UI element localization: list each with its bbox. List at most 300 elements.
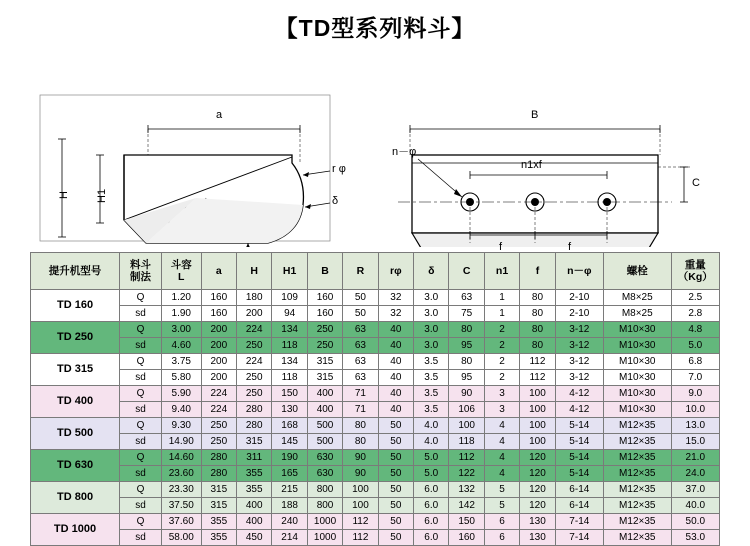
th-H: H — [237, 253, 272, 290]
cell-bolt: M12×35 — [603, 418, 671, 434]
cell-w: 50.0 — [671, 514, 719, 530]
cell-H1: 134 — [272, 322, 307, 338]
cell-n1: 2 — [484, 338, 519, 354]
cell-a: 355 — [201, 530, 236, 546]
th-C: C — [449, 253, 484, 290]
cell-make: sd — [120, 530, 162, 546]
cell-B: 630 — [307, 450, 342, 466]
cell-delta: 3.5 — [414, 354, 449, 370]
label-dim-delta: δ — [332, 195, 339, 207]
technical-drawing — [0, 47, 750, 253]
cell-H1: 130 — [272, 402, 307, 418]
cell-delta: 6.0 — [414, 482, 449, 498]
th-weight — [671, 253, 719, 290]
cell-bolt: M12×35 — [603, 514, 671, 530]
cell-C: 90 — [449, 386, 484, 402]
th-capacity — [161, 253, 201, 290]
cell-R: 80 — [343, 418, 378, 434]
th-bolt: 螺栓 — [603, 253, 671, 290]
cell-model: TD 250 — [31, 322, 120, 354]
cell-B: 1000 — [307, 514, 342, 530]
cell-make: Q — [120, 386, 162, 402]
cell-f: 130 — [520, 514, 555, 530]
cell-delta: 6.0 — [414, 498, 449, 514]
cell-n1: 3 — [484, 386, 519, 402]
cell-make: Q — [120, 354, 162, 370]
cell-w: 24.0 — [671, 466, 719, 482]
cell-nphi: 2-10 — [555, 290, 603, 306]
cell-make: Q — [120, 290, 162, 306]
cell-H: 315 — [237, 434, 272, 450]
cell-w: 53.0 — [671, 530, 719, 546]
cell-R: 63 — [343, 370, 378, 386]
cell-H: 280 — [237, 418, 272, 434]
cell-nphi: 3-12 — [555, 338, 603, 354]
cell-H1: 190 — [272, 450, 307, 466]
cell-f: 120 — [520, 498, 555, 514]
cell-C: 63 — [449, 290, 484, 306]
cell-w: 6.8 — [671, 354, 719, 370]
table-row — [31, 514, 720, 530]
table-row — [31, 450, 720, 466]
label-dim-B: B — [531, 109, 539, 121]
cell-rphi: 50 — [378, 434, 413, 450]
cell-B: 315 — [307, 370, 342, 386]
cell-rphi: 50 — [378, 498, 413, 514]
cell-n1: 4 — [484, 434, 519, 450]
cell-n1: 6 — [484, 514, 519, 530]
cell-bolt: M10×30 — [603, 338, 671, 354]
cell-nphi: 3-12 — [555, 354, 603, 370]
cell-H1: 214 — [272, 530, 307, 546]
table-header — [31, 253, 720, 290]
cell-a: 200 — [201, 370, 236, 386]
cell-make: sd — [120, 306, 162, 322]
cell-f: 112 — [520, 370, 555, 386]
cell-a: 224 — [201, 386, 236, 402]
cell-model: TD 400 — [31, 386, 120, 418]
cell-rphi: 50 — [378, 514, 413, 530]
cell-f: 100 — [520, 418, 555, 434]
cell-rphi: 40 — [378, 402, 413, 418]
th-make-line1: 料斗 — [129, 259, 151, 271]
table-row — [31, 386, 720, 402]
cell-rphi: 40 — [378, 370, 413, 386]
cell-n1: 6 — [484, 530, 519, 546]
cell-H: 280 — [237, 402, 272, 418]
cell-delta: 3.0 — [414, 306, 449, 322]
table-row — [31, 482, 720, 498]
cell-C: 118 — [449, 434, 484, 450]
cell-B: 160 — [307, 290, 342, 306]
cell-H1: 215 — [272, 482, 307, 498]
th-a: a — [201, 253, 236, 290]
th-make-line2: 制法 — [129, 271, 151, 283]
cell-nphi: 7-14 — [555, 530, 603, 546]
cell-bolt: M12×35 — [603, 466, 671, 482]
cell-C: 100 — [449, 418, 484, 434]
cell-a: 280 — [201, 450, 236, 466]
cell-H: 355 — [237, 466, 272, 482]
cell-f: 120 — [520, 482, 555, 498]
drawing-svg — [0, 47, 750, 247]
cell-rphi: 50 — [378, 450, 413, 466]
cell-R: 71 — [343, 386, 378, 402]
cell-model: TD 630 — [31, 450, 120, 482]
cell-nphi: 3-12 — [555, 370, 603, 386]
cell-cap: 14.90 — [161, 434, 201, 450]
cell-R: 100 — [343, 498, 378, 514]
cell-C: 132 — [449, 482, 484, 498]
cell-cap: 9.30 — [161, 418, 201, 434]
cell-f: 100 — [520, 386, 555, 402]
cell-rphi: 40 — [378, 322, 413, 338]
cell-w: 37.0 — [671, 482, 719, 498]
cell-cap: 58.00 — [161, 530, 201, 546]
cell-a: 160 — [201, 306, 236, 322]
cell-delta: 3.5 — [414, 402, 449, 418]
cell-cap: 1.90 — [161, 306, 201, 322]
cell-w: 21.0 — [671, 450, 719, 466]
cell-cap: 1.20 — [161, 290, 201, 306]
cell-R: 50 — [343, 290, 378, 306]
cell-model: TD 160 — [31, 290, 120, 322]
cell-w: 15.0 — [671, 434, 719, 450]
cell-rphi: 50 — [378, 466, 413, 482]
table-row — [31, 402, 720, 418]
cell-make: Q — [120, 322, 162, 338]
cell-w: 13.0 — [671, 418, 719, 434]
cell-H1: 134 — [272, 354, 307, 370]
label-dim-f-left: f — [499, 241, 503, 253]
cell-R: 100 — [343, 482, 378, 498]
cell-C: 75 — [449, 306, 484, 322]
cell-B: 800 — [307, 498, 342, 514]
cell-R: 90 — [343, 466, 378, 482]
table-row — [31, 354, 720, 370]
cell-n1: 2 — [484, 354, 519, 370]
cell-make: sd — [120, 402, 162, 418]
cell-n1: 5 — [484, 498, 519, 514]
cell-rphi: 50 — [378, 418, 413, 434]
cell-H: 250 — [237, 370, 272, 386]
th-nphi: n－φ — [555, 253, 603, 290]
cell-H: 400 — [237, 498, 272, 514]
cell-C: 112 — [449, 450, 484, 466]
th-weight-line1: 重量 — [684, 259, 706, 271]
cell-H: 250 — [237, 338, 272, 354]
cell-n1: 4 — [484, 418, 519, 434]
cell-f: 120 — [520, 466, 555, 482]
cell-H1: 145 — [272, 434, 307, 450]
cell-model: TD 1000 — [31, 514, 120, 546]
cell-make: Q — [120, 482, 162, 498]
cell-B: 250 — [307, 322, 342, 338]
cell-f: 80 — [520, 322, 555, 338]
cell-nphi: 5-14 — [555, 418, 603, 434]
cell-w: 7.0 — [671, 370, 719, 386]
cell-delta: 6.0 — [414, 514, 449, 530]
cell-B: 500 — [307, 418, 342, 434]
cell-a: 250 — [201, 418, 236, 434]
table-row — [31, 466, 720, 482]
cell-C: 95 — [449, 338, 484, 354]
table-row — [31, 418, 720, 434]
cell-delta: 3.0 — [414, 338, 449, 354]
cell-R: 63 — [343, 354, 378, 370]
cell-H: 250 — [237, 386, 272, 402]
cell-B: 630 — [307, 466, 342, 482]
cell-nphi: 5-14 — [555, 450, 603, 466]
cell-a: 200 — [201, 322, 236, 338]
label-dim-C: C — [692, 177, 700, 189]
cell-f: 130 — [520, 530, 555, 546]
cell-delta: 5.0 — [414, 450, 449, 466]
table-body — [31, 290, 720, 546]
cell-B: 160 — [307, 306, 342, 322]
cell-rphi: 50 — [378, 530, 413, 546]
cell-nphi: 6-14 — [555, 482, 603, 498]
cell-H: 450 — [237, 530, 272, 546]
cell-H: 355 — [237, 482, 272, 498]
cell-make: Q — [120, 450, 162, 466]
cell-a: 315 — [201, 482, 236, 498]
cell-w: 9.0 — [671, 386, 719, 402]
cell-nphi: 6-14 — [555, 498, 603, 514]
cell-bolt: M10×30 — [603, 402, 671, 418]
cell-f: 100 — [520, 402, 555, 418]
cell-H: 311 — [237, 450, 272, 466]
cell-n1: 1 — [484, 306, 519, 322]
cell-nphi: 4-12 — [555, 402, 603, 418]
table-row — [31, 322, 720, 338]
table-row — [31, 338, 720, 354]
cell-n1: 2 — [484, 370, 519, 386]
cell-delta: 5.0 — [414, 466, 449, 482]
cell-cap: 3.00 — [161, 322, 201, 338]
cell-delta: 4.0 — [414, 434, 449, 450]
cell-C: 160 — [449, 530, 484, 546]
cell-cap: 37.60 — [161, 514, 201, 530]
cell-delta: 4.0 — [414, 418, 449, 434]
th-capacity-line2: L — [178, 271, 185, 283]
cell-bolt: M12×35 — [603, 498, 671, 514]
cell-w: 2.5 — [671, 290, 719, 306]
cell-rphi: 40 — [378, 354, 413, 370]
cell-make: Q — [120, 418, 162, 434]
cell-bolt: M12×35 — [603, 434, 671, 450]
cell-n1: 3 — [484, 402, 519, 418]
label-dim-a: a — [216, 109, 223, 121]
cell-make: sd — [120, 370, 162, 386]
cell-a: 280 — [201, 466, 236, 482]
cell-R: 112 — [343, 530, 378, 546]
cell-f: 112 — [520, 354, 555, 370]
cell-bolt: M12×35 — [603, 482, 671, 498]
cell-R: 112 — [343, 514, 378, 530]
cell-w: 2.8 — [671, 306, 719, 322]
cell-n1: 4 — [484, 466, 519, 482]
cell-C: 80 — [449, 322, 484, 338]
th-n1: n1 — [484, 253, 519, 290]
cell-nphi: 5-14 — [555, 434, 603, 450]
label-dim-H1: H1 — [96, 188, 108, 203]
cell-R: 63 — [343, 322, 378, 338]
cell-C: 122 — [449, 466, 484, 482]
th-delta: δ — [414, 253, 449, 290]
cell-w: 4.8 — [671, 322, 719, 338]
th-f: f — [520, 253, 555, 290]
cell-B: 800 — [307, 482, 342, 498]
cell-B: 315 — [307, 354, 342, 370]
cell-H1: 118 — [272, 338, 307, 354]
page-title: 【TD型系列料斗】 — [274, 15, 476, 41]
cell-cap: 9.40 — [161, 402, 201, 418]
cell-bolt: M12×35 — [603, 530, 671, 546]
cell-H: 400 — [237, 514, 272, 530]
cell-model: TD 315 — [31, 354, 120, 386]
label-dim-H: H — [58, 191, 70, 199]
cell-n1: 4 — [484, 450, 519, 466]
th-B: B — [307, 253, 342, 290]
th-weight-line2: （Kg） — [677, 271, 713, 283]
cell-nphi: 3-12 — [555, 322, 603, 338]
cell-nphi: 7-14 — [555, 514, 603, 530]
cell-H: 180 — [237, 290, 272, 306]
cell-make: sd — [120, 466, 162, 482]
cell-w: 40.0 — [671, 498, 719, 514]
cell-f: 120 — [520, 450, 555, 466]
th-rphi: rφ — [378, 253, 413, 290]
cell-R: 71 — [343, 402, 378, 418]
cell-R: 90 — [343, 450, 378, 466]
table-row — [31, 290, 720, 306]
cell-bolt: M10×30 — [603, 322, 671, 338]
cell-make: Q — [120, 514, 162, 530]
cell-H: 200 — [237, 306, 272, 322]
spec-table-wrapper — [30, 252, 720, 546]
cell-nphi: 4-12 — [555, 386, 603, 402]
cell-nphi: 2-10 — [555, 306, 603, 322]
cell-cap: 23.30 — [161, 482, 201, 498]
cell-f: 80 — [520, 306, 555, 322]
cell-bolt: M10×30 — [603, 354, 671, 370]
cell-delta: 3.0 — [414, 290, 449, 306]
th-R: R — [343, 253, 378, 290]
cell-C: 95 — [449, 370, 484, 386]
cell-w: 10.0 — [671, 402, 719, 418]
cell-H: 224 — [237, 322, 272, 338]
spec-table — [30, 252, 720, 546]
cell-a: 355 — [201, 514, 236, 530]
cell-C: 142 — [449, 498, 484, 514]
cell-model: TD 500 — [31, 418, 120, 450]
cell-a: 224 — [201, 402, 236, 418]
cell-H: 224 — [237, 354, 272, 370]
cell-make: sd — [120, 498, 162, 514]
cell-f: 80 — [520, 338, 555, 354]
cell-B: 500 — [307, 434, 342, 450]
cell-C: 106 — [449, 402, 484, 418]
cell-rphi: 40 — [378, 386, 413, 402]
cell-a: 315 — [201, 498, 236, 514]
cell-nphi: 5-14 — [555, 466, 603, 482]
cell-cap: 14.60 — [161, 450, 201, 466]
cell-C: 150 — [449, 514, 484, 530]
cell-delta: 3.5 — [414, 386, 449, 402]
cell-delta: 3.0 — [414, 322, 449, 338]
cell-cap: 37.50 — [161, 498, 201, 514]
cell-B: 400 — [307, 402, 342, 418]
cell-R: 50 — [343, 306, 378, 322]
cell-model: TD 800 — [31, 482, 120, 514]
cell-rphi: 32 — [378, 306, 413, 322]
cell-n1: 5 — [484, 482, 519, 498]
cell-w: 5.0 — [671, 338, 719, 354]
cell-H1: 188 — [272, 498, 307, 514]
label-dim-f-right: f — [568, 241, 572, 253]
th-model: 提升机型号 — [31, 253, 120, 290]
cell-bolt: M10×30 — [603, 370, 671, 386]
cell-delta: 6.0 — [414, 530, 449, 546]
cell-bolt: M8×25 — [603, 306, 671, 322]
cell-cap: 5.80 — [161, 370, 201, 386]
th-make — [120, 253, 162, 290]
cell-H1: 165 — [272, 466, 307, 482]
cell-make: sd — [120, 338, 162, 354]
label-dim-n1xf: n1xf — [521, 159, 542, 171]
cell-bolt: M8×25 — [603, 290, 671, 306]
cell-H1: 109 — [272, 290, 307, 306]
cell-cap: 3.75 — [161, 354, 201, 370]
cell-H1: 94 — [272, 306, 307, 322]
cell-a: 200 — [201, 354, 236, 370]
cell-cap: 5.90 — [161, 386, 201, 402]
table-row — [31, 498, 720, 514]
cell-C: 80 — [449, 354, 484, 370]
cell-H1: 168 — [272, 418, 307, 434]
cell-H1: 118 — [272, 370, 307, 386]
cell-B: 250 — [307, 338, 342, 354]
cell-n1: 2 — [484, 322, 519, 338]
cell-H1: 150 — [272, 386, 307, 402]
table-row — [31, 434, 720, 450]
cell-a: 200 — [201, 338, 236, 354]
th-H1: H1 — [272, 253, 307, 290]
table-row — [31, 306, 720, 322]
cell-cap: 4.60 — [161, 338, 201, 354]
cell-R: 63 — [343, 338, 378, 354]
cell-delta: 3.5 — [414, 370, 449, 386]
cell-rphi: 50 — [378, 482, 413, 498]
table-row — [31, 370, 720, 386]
cell-a: 160 — [201, 290, 236, 306]
th-capacity-line1: 斗容 — [170, 259, 192, 271]
cell-f: 80 — [520, 290, 555, 306]
cell-H1: 240 — [272, 514, 307, 530]
cell-f: 100 — [520, 434, 555, 450]
cell-R: 80 — [343, 434, 378, 450]
cell-bolt: M12×35 — [603, 450, 671, 466]
cell-bolt: M10×30 — [603, 386, 671, 402]
cell-B: 400 — [307, 386, 342, 402]
cell-rphi: 40 — [378, 338, 413, 354]
cell-n1: 1 — [484, 290, 519, 306]
cell-make: sd — [120, 434, 162, 450]
cell-rphi: 32 — [378, 290, 413, 306]
cell-B: 1000 — [307, 530, 342, 546]
label-dim-r-phi: r φ — [332, 163, 346, 175]
